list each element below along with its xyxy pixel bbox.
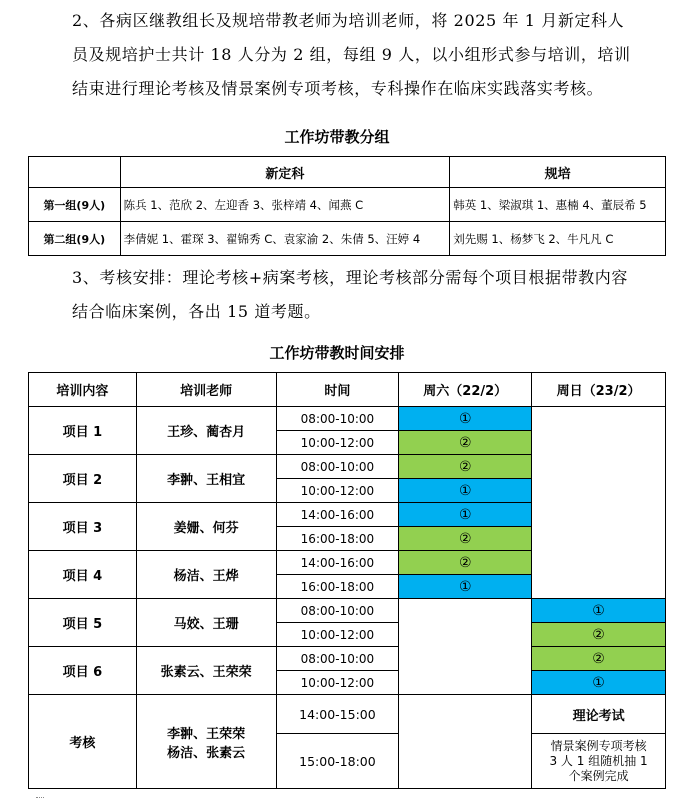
item-6-name: 项目 6	[29, 647, 137, 695]
group-table-header-row	[29, 157, 666, 188]
group-2-train: 刘先赐 1、杨梦飞 2、牛凡凡 C	[450, 222, 666, 256]
item-1-name: 项目 1	[29, 407, 137, 455]
table-row	[29, 188, 666, 222]
exam-case-line-3: 个案例完成	[568, 768, 629, 783]
table-row	[29, 647, 666, 671]
group-1-new: 陈兵 1、范欣 2、左迎香 3、张梓靖 4、闻燕 C	[120, 188, 450, 222]
time-slot: 08:00-10:00	[276, 407, 399, 431]
session-mark: ①	[399, 575, 532, 599]
group-1-label: 第一组(9人)	[29, 188, 121, 222]
session-mark: ②	[399, 431, 532, 455]
item-5-name: 项目 5	[29, 599, 137, 647]
item-1-teacher: 王珍、蔺杏月	[136, 407, 276, 455]
item-3-teacher: 姜姗、何芬	[136, 503, 276, 551]
exam-teacher-line-2: 杨洁、张素云	[167, 745, 246, 761]
item-5-teacher: 马姣、王珊	[136, 599, 276, 647]
exam-case-line-2: 3 人 1 组随机抽 1	[549, 753, 648, 768]
time-slot: 08:00-10:00	[276, 599, 399, 623]
item-2-name: 项目 2	[29, 455, 137, 503]
session-mark: ①	[532, 599, 666, 623]
session-mark: ②	[399, 551, 532, 575]
session-mark: ①	[399, 407, 532, 431]
schedule-header-row	[29, 373, 666, 407]
time-slot: 10:00-12:00	[276, 479, 399, 503]
table-row	[29, 695, 666, 734]
session-mark: ①	[532, 671, 666, 695]
session-mark: ①	[399, 503, 532, 527]
session-mark: ②	[532, 623, 666, 647]
group-table	[28, 156, 666, 256]
schedule-table-title: 工作坊带教时间安排	[269, 344, 405, 362]
header-sunday: 周日（23/2）	[532, 373, 666, 407]
exam-theory: 理论考试	[532, 695, 666, 734]
time-slot: 16:00-18:00	[276, 527, 399, 551]
time-slot: 10:00-12:00	[276, 431, 399, 455]
session-mark: ②	[399, 527, 532, 551]
page-corner-marker	[36, 797, 44, 804]
sunday-empty-cell	[532, 407, 666, 599]
table-row	[29, 222, 666, 256]
group-table-title: 工作坊带教分组	[284, 128, 390, 146]
time-slot: 16:00-18:00	[276, 575, 399, 599]
saturday-empty-cell	[399, 599, 532, 695]
time-slot: 14:00-16:00	[276, 551, 399, 575]
item-2-teacher: 李翀、王相宜	[136, 455, 276, 503]
group-header-new: 新定科	[120, 157, 450, 188]
item-3-name: 项目 3	[29, 503, 137, 551]
group-header-train: 规培	[450, 157, 666, 188]
header-saturday: 周六（22/2）	[399, 373, 532, 407]
header-teacher: 培训老师	[136, 373, 276, 407]
group-2-label: 第二组(9人)	[29, 222, 121, 256]
time-slot: 08:00-10:00	[276, 647, 399, 671]
session-mark: ①	[399, 479, 532, 503]
paragraph-training-grouping: 2、各病区继教组长及规培带教老师为培训老师，将 2025 年 1 月新定科人员及规培护士共计 18 人分为 2 组，每组 9 人，以小组形式参与培训，培训结束进行理论考核及情景案例专项考核，专科操作在临床实践落实考核。	[72, 11, 631, 98]
exam-time-1: 14:00-15:00	[276, 695, 399, 734]
session-mark: ②	[399, 455, 532, 479]
exam-case-note	[532, 734, 666, 789]
time-slot: 10:00-12:00	[276, 623, 399, 647]
time-slot: 10:00-12:00	[276, 671, 399, 695]
item-4-teacher: 杨洁、王烨	[136, 551, 276, 599]
exam-teacher-line-1: 李翀、王荣荣	[167, 726, 246, 742]
table-row	[29, 407, 666, 431]
exam-case-line-1: 情景案例专项考核	[550, 738, 647, 753]
exam-teachers	[136, 695, 276, 789]
group-1-train: 韩英 1、梁淑琪 1、惠楠 4、董辰希 5	[450, 188, 666, 222]
header-time: 时间	[276, 373, 399, 407]
table-row	[29, 599, 666, 623]
exam-saturday-empty	[399, 695, 532, 789]
exam-time-2: 15:00-18:00	[276, 734, 399, 789]
paragraph-exam-arrangement: 3、考核安排：理论考核+病案考核，理论考核部分需每个项目根据带教内容结合临床案例，各出 15 道考题。	[72, 268, 628, 321]
exam-name: 考核	[29, 695, 137, 789]
group-header-empty	[29, 157, 121, 188]
header-content: 培训内容	[29, 373, 137, 407]
item-6-teacher: 张素云、王荣荣	[136, 647, 276, 695]
item-4-name: 项目 4	[29, 551, 137, 599]
session-mark: ②	[532, 647, 666, 671]
time-slot: 14:00-16:00	[276, 503, 399, 527]
schedule-table	[28, 372, 666, 789]
time-slot: 08:00-10:00	[276, 455, 399, 479]
group-2-new: 李倩妮 1、霍琛 3、翟锦秀 C、袁家渝 2、朱倩 5、汪婷 4	[120, 222, 450, 256]
